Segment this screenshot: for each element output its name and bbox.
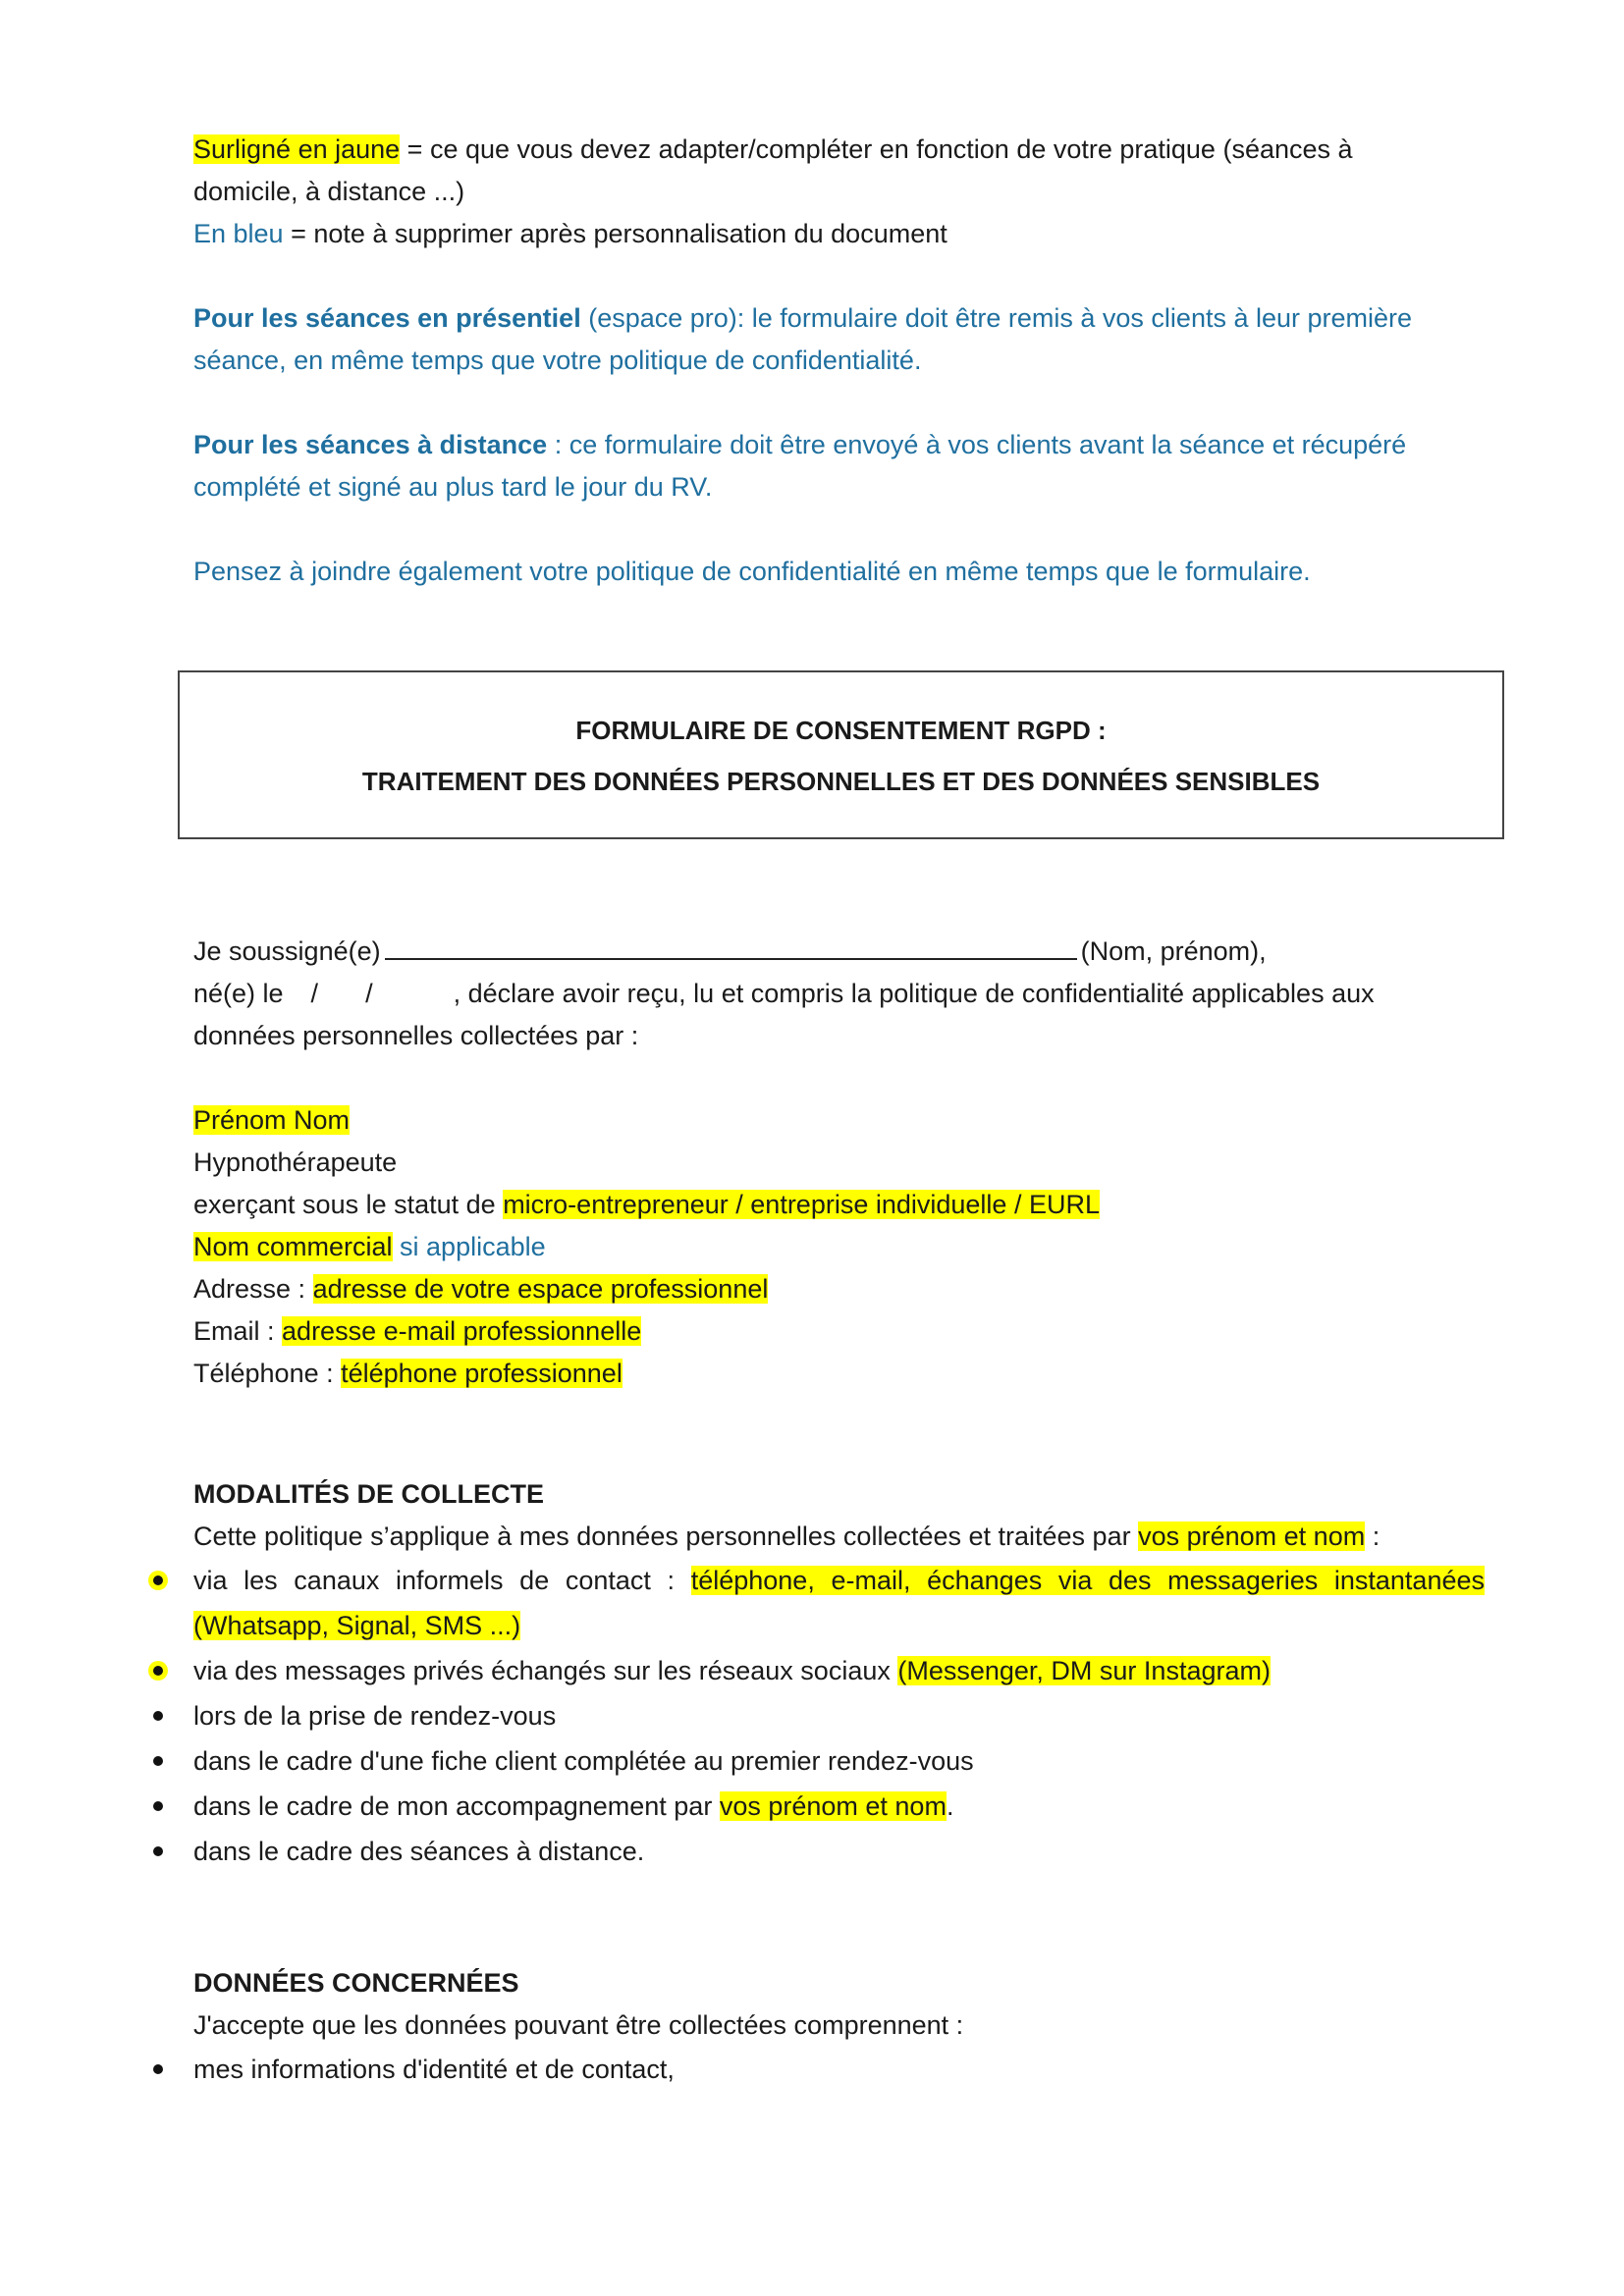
distance-bold: Pour les séances à distance [193, 430, 548, 459]
list-item [193, 1693, 1499, 1738]
commercial-note: si applicable [392, 1232, 546, 1261]
collecte-intro-end: : [1365, 1522, 1380, 1551]
legend-paragraph [193, 129, 1499, 255]
collecte-item5-end: . [946, 1791, 954, 1821]
concernees-intro: J'accepte que les données pouvant être collectées comprennent : [193, 2010, 964, 2040]
phone-label: Téléphone : [193, 1359, 342, 1388]
collecte-item2-networks: (Messenger, DM sur Instagram) [897, 1656, 1271, 1685]
collecte-item6-text: dans le cadre des séances à distance. [193, 1837, 645, 1866]
bullet-icon [153, 1801, 163, 1811]
collecte-item5-name: vos prénom et nom [719, 1791, 947, 1821]
concernees-section [193, 1962, 1499, 2092]
collecte-intro: Cette politique s’applique à mes données personnelles collectées et traitées par [193, 1522, 1139, 1551]
list-item [193, 1829, 1499, 1874]
email-value: adresse e-mail professionnelle [282, 1316, 642, 1346]
list-item [193, 1738, 1499, 1784]
distance-text: : ce formulaire doit être envoyé à vos clients avant la séance et récupéré [547, 430, 1407, 459]
list-item [193, 1648, 1499, 1693]
bullet-icon [153, 1846, 163, 1856]
commercial-name: Nom commercial [193, 1232, 393, 1261]
bullet-icon [153, 1666, 163, 1676]
bullet-icon [153, 2064, 163, 2074]
collecte-list [193, 1558, 1499, 1874]
joindre-text: Pensez à joindre également votre politique de confidentialité en même temps que le formulaire. [193, 557, 1311, 586]
list-item [193, 1558, 1485, 1648]
presentiel-note [193, 297, 1499, 382]
list-item [193, 2047, 1499, 2092]
collecte-item4-text: dans le cadre d'une fiche client complétée au premier rendez-vous [193, 1746, 974, 1776]
collecte-intro-name: vos prénom et nom [1138, 1522, 1366, 1551]
statut-value: micro-entrepreneur / entreprise individuelle / EURL [503, 1190, 1100, 1219]
collecte-item5-text: dans le cadre de mon accompagnement par [193, 1791, 720, 1821]
date-slash-1: / [310, 979, 319, 1008]
practitioner-profession: Hypnothérapeute [193, 1148, 398, 1177]
address-label: Adresse : [193, 1274, 313, 1304]
collecte-item1-text: via les canaux informels de contact : [193, 1566, 691, 1595]
concernees-list [193, 2047, 1499, 2092]
ne-le-label: né(e) le [193, 979, 284, 1008]
soussigne-label: Je soussigné(e) [193, 936, 381, 966]
joindre-note [193, 551, 1499, 593]
concernees-item1-text: mes informations d'identité et de contact, [193, 2055, 675, 2084]
concernees-heading: DONNÉES CONCERNÉES [193, 1968, 519, 1998]
legend-blue-label: En bleu [193, 219, 284, 248]
presentiel-bold: Pour les séances en présentiel [193, 303, 581, 333]
collecte-heading: MODALITÉS DE COLLECTE [193, 1479, 544, 1509]
presentiel-text-cont: séance, en même temps que votre politique de confidentialité. [193, 346, 922, 375]
name-input-line[interactable] [385, 934, 1077, 960]
phone-value: téléphone professionnel [341, 1359, 623, 1388]
form-title: FORMULAIRE DE CONSENTEMENT RGPD : [575, 716, 1107, 745]
bullet-icon [153, 1575, 163, 1585]
collecte-section [193, 1473, 1499, 1874]
collecte-item2-text: via des messages privés échangés sur les réseaux sociaux [193, 1656, 898, 1685]
presentiel-text: (espace pro): le formulaire doit être remis à vos clients à leur première [580, 303, 1413, 333]
collecte-item1-apps: (Whatsapp, Signal, SMS ...) [193, 1611, 521, 1640]
bullet-icon [153, 1756, 163, 1766]
legend-yellow-text-cont: domicile, à distance ...) [193, 177, 465, 206]
form-title-box [178, 670, 1504, 839]
collecte-item3-text: lors de la prise de rendez-vous [193, 1701, 557, 1731]
legend-yellow-label: Surligné en jaune [193, 134, 401, 164]
distance-text-cont: complété et signé au plus tard le jour du RV. [193, 472, 713, 502]
practitioner-info [193, 1099, 1499, 1395]
statut-label: exerçant sous le statut de [193, 1190, 504, 1219]
date-slash-2: / [365, 979, 373, 1008]
declaration-paragraph [193, 931, 1499, 1057]
address-value: adresse de votre espace professionnel [312, 1274, 769, 1304]
bullet-icon [153, 1711, 163, 1721]
collecte-item1-channels: téléphone, e-mail, échanges via des messageries instantanées [690, 1566, 1485, 1595]
declare-text: , déclare avoir reçu, lu et compris la politique de confidentialité applicables aux [453, 979, 1375, 1008]
legend-blue-text: = note à supprimer après personnalisation du document [283, 219, 947, 248]
nom-prenom-label: (Nom, prénom), [1080, 936, 1267, 966]
practitioner-name: Prénom Nom [193, 1105, 351, 1135]
donnees-text: données personnelles collectées par : [193, 1021, 639, 1050]
form-subtitle: TRAITEMENT DES DONNÉES PERSONNELLES ET DES DONNÉES SENSIBLES [361, 767, 1321, 796]
list-item [193, 1784, 1499, 1829]
distance-note [193, 424, 1499, 508]
legend-yellow-text: = ce que vous devez adapter/compléter en fonction de votre pratique (séances à [400, 134, 1353, 164]
email-label: Email : [193, 1316, 283, 1346]
